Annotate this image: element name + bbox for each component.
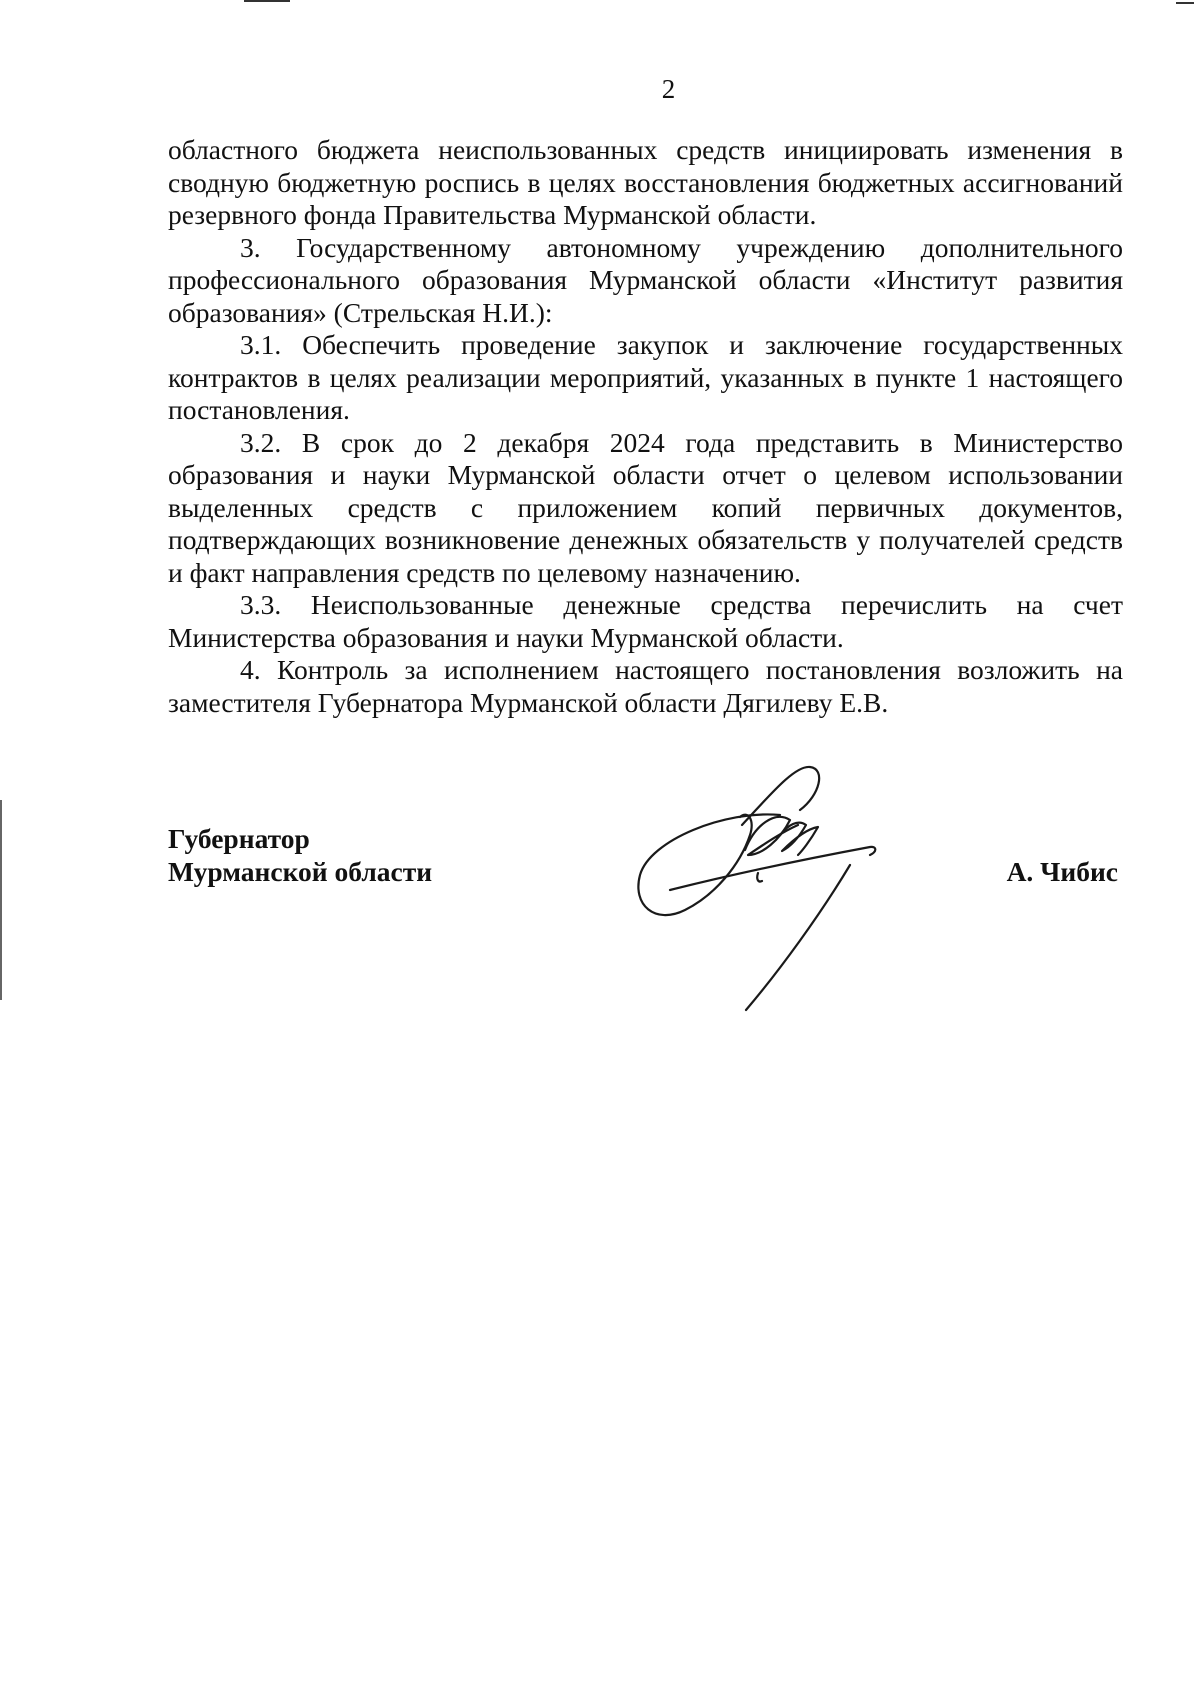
- paragraph-item-3: 3. Государственному автономному учреждению дополнительного профессионального образования Мурманской области «Институт развития образования» (Стрельская Н.И.):: [168, 231, 1123, 328]
- paragraph-item-4: 4. Контроль за исполнением настоящего постановления возложить на заместителя Губернатора Мурманской области Дягилеву Е.В.: [168, 654, 1123, 718]
- handwritten-signature: [630, 755, 910, 1020]
- scan-artifact-top-right: [1176, 2, 1194, 4]
- paragraph-item-3-2: 3.2. В срок до 2 декабря 2024 года представить в Министерство образования и науки Мурманской области отчет о целевом использовании выделенных средств с приложением копий первичных документов, подтверждающих возникновение денежных обязательств у получателей средств и факт направления средств по целевому назначению.: [168, 426, 1123, 588]
- paragraph-continuation: областного бюджета неиспользованных средств инициировать изменения в сводную бюджетную роспись в целях восстановления бюджетных ассигнований резервного фонда Правительства Мурманской области.: [168, 134, 1123, 230]
- signatory-title: [168, 822, 432, 888]
- scan-artifact-left-edge: [0, 800, 2, 1000]
- signatory-title-line1: Губернатор: [168, 823, 310, 854]
- paragraph-item-3-3: 3.3. Неиспользованные денежные средства перечислить на счет Министерства образования и науки Мурманской области.: [168, 589, 1123, 653]
- signatory-title-line2: Мурманской области: [168, 856, 433, 887]
- scan-artifact-top: [244, 0, 290, 2]
- page-number: 2: [661, 74, 676, 104]
- signatory-name: А. Чибис: [1006, 856, 1118, 887]
- paragraph-item-3-1: 3.1. Обеспечить проведение закупок и заключение государственных контрактов в целях реализации мероприятий, указанных в пункте 1 настоящего постановления.: [168, 329, 1123, 425]
- document-body: [168, 134, 1123, 719]
